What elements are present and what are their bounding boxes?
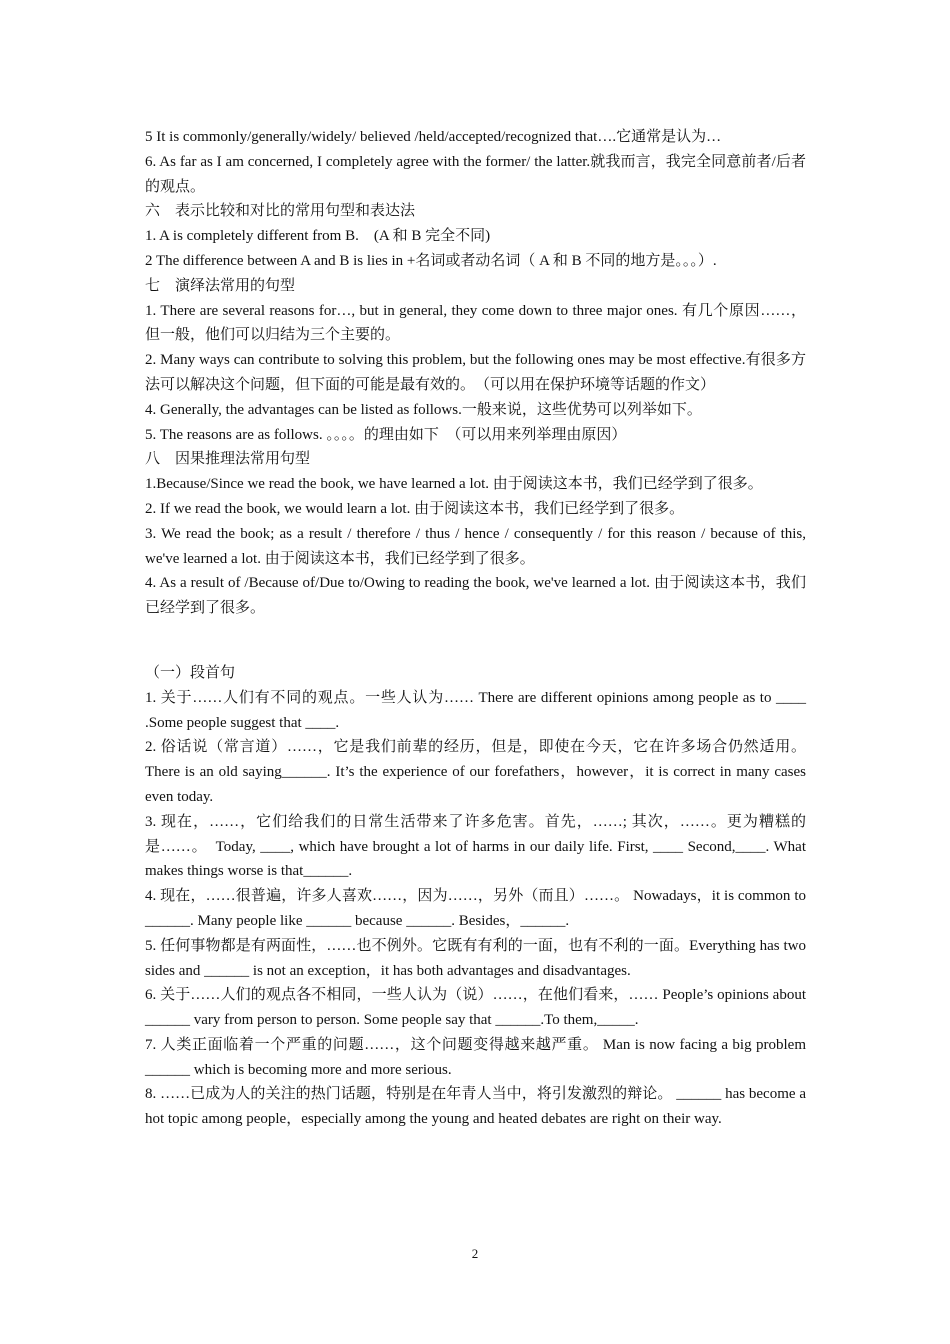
subsection-heading: （一）段首句 — [145, 664, 236, 681]
paragraph: 5. The reasons are as follows. 。。。。的理由如下 （可以用来列举理由原因） — [145, 426, 627, 443]
section-bottom — [145, 661, 806, 1132]
paragraph: 6. 关于……人们的观点各不相同，一些人认为（说）……，在他们看来，…… People’s opinions about ______ vary from person to person. Some people say that ______.To them,_____. — [145, 987, 806, 1029]
paragraph: 5. 任何事物都是有两面性，……也不例外。它既有有利的一面，也有不利的一面。Everything has two sides and ______ is not an exception，it has both advantages and disadvantages. — [145, 937, 806, 979]
section-heading-6: 六 表示比较和对比的常用句型和表达法 — [145, 203, 416, 220]
paragraph: 2. If we read the book, we would learn a lot. 由于阅读这本书，我们已经学到了很多。 — [145, 500, 685, 517]
paragraph: 2. Many ways can contribute to solving this problem, but the following ones may be most effective.有很多方法可以解决这个问题，但下面的可能是最有效的。 （可以用在保护环境等话题的作文） — [145, 352, 806, 393]
paragraph: 7. 人类正面临着一个严重的问题……，这个问题变得越来越严重。 Man is now facing a big problem ______ which is becoming more and more serious. — [145, 1036, 806, 1078]
paragraph: 1. 关于……人们有不同的观点。一些人认为…… There are different opinions among people as to ____ .Some people suggest that ____. — [145, 689, 806, 731]
paragraph: 1. There are several reasons for…, but in general, they come down to three major ones. 有几个原因……，但一般，他们可以归结为三个主要的。 — [145, 302, 806, 344]
paragraph: 3. 现在，……，它们给我们的日常生活带来了许多危害。首先，……; 其次，……。更为糟糕的是……。 Today, ____, which have brought a lot of harms in our daily life. First, ____ Second,____. What makes things worse is that______. — [145, 813, 806, 880]
section-top — [145, 125, 806, 621]
paragraph: 4. 现在，……很普遍，许多人喜欢……，因为……，另外（而且）……。 Nowadays，it is common to ______. Many people like ______ because ______. Besides，______. — [145, 888, 806, 929]
paragraph: 5 It is commonly/generally/widely/ believed /held/accepted/recognized that….它通常是认为… — [145, 129, 722, 145]
section-heading-7: 七 演绎法常用的句型 — [145, 277, 296, 294]
paragraph: 8. ……已成为人的关注的热门话题，特别是在年青人当中，将引发激烈的辩论。 ______ has become a hot topic among people，especially among the young and heated debates are right on their way. — [145, 1086, 806, 1128]
paragraph: 3. We read the book; as a result / therefore / thus / hence / consequently / for this reason / because of this, we've learned a lot. 由于阅读这本书，我们已经学到了很多。 — [145, 525, 806, 567]
document-page — [145, 125, 806, 1132]
paragraph: 2. 俗话说（常言道）……，它是我们前辈的经历，但是，即使在今天，它在许多场合仍然适用。There is an old saying______. It’s the experience of our forefathers，however，it is correct in many cases even today. — [145, 739, 806, 805]
paragraph: 4. As a result of /Because of/Due to/Owing to reading the book, we've learned a lot. 由于阅读这本书，我们已经学到了很多。 — [145, 575, 806, 617]
paragraph: 6. As far as I am concerned, I completely agree with the former/ the latter.就我而言，我完全同意前者/后者的观点。 — [145, 153, 806, 195]
paragraph: 2 The difference between A and B is lies in +名词或者动名词（ A 和 B 不同的地方是。。。）. — [145, 252, 717, 269]
section-gap — [145, 621, 806, 661]
paragraph: 4. Generally, the advantages can be listed as follows.一般来说，这些优势可以列举如下。 — [145, 401, 702, 418]
page-number: 2 — [471, 1246, 479, 1261]
section-heading-8: 八 因果推理法常用句型 — [145, 451, 311, 468]
paragraph: 1.Because/Since we read the book, we have learned a lot. 由于阅读这本书，我们已经学到了很多。 — [145, 476, 763, 493]
paragraph: 1. A is completely different from B. (A 和 B 完全不同) — [145, 228, 491, 245]
